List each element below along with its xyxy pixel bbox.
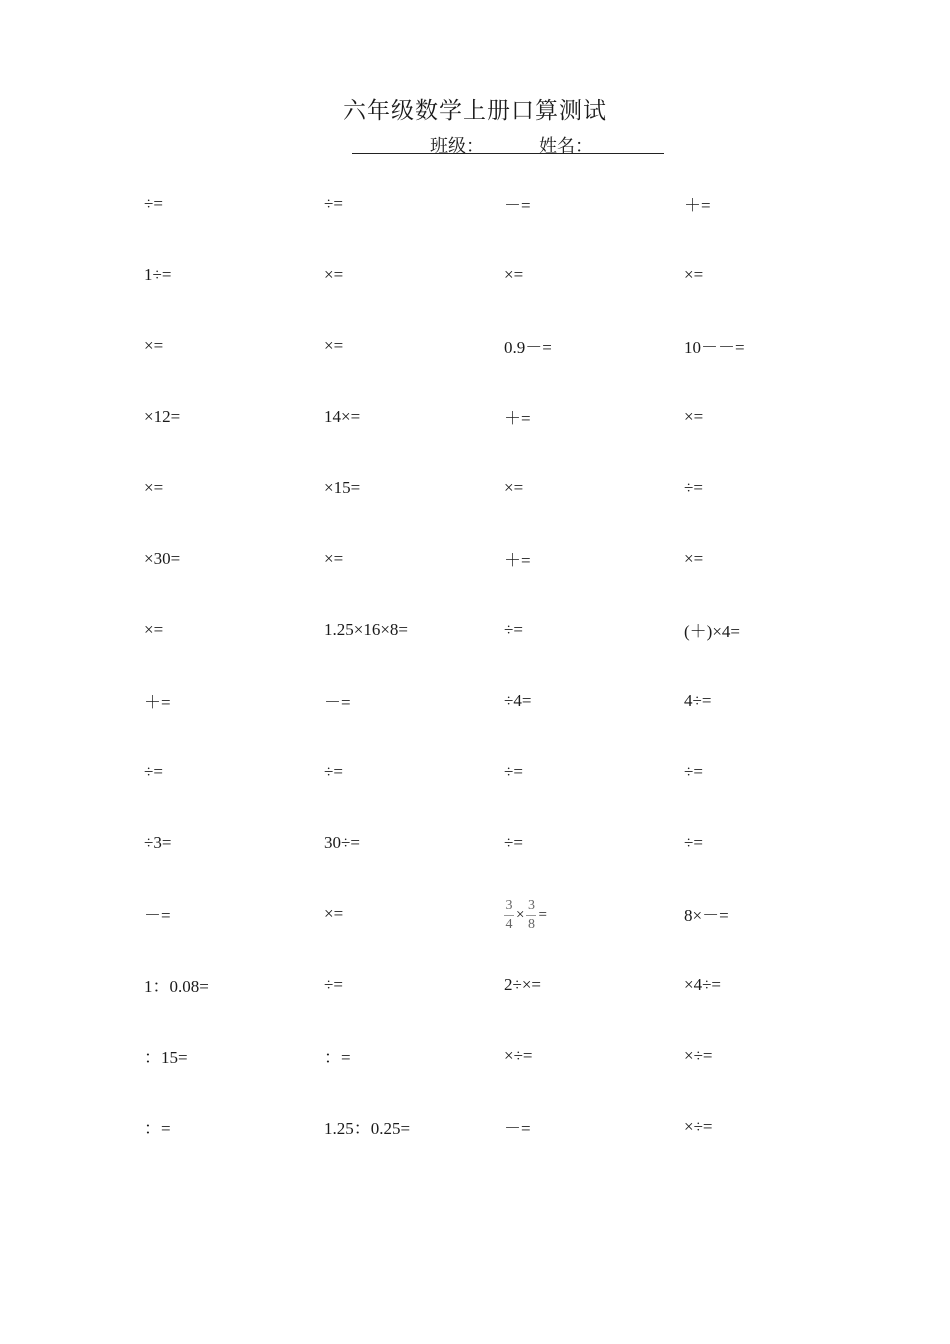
problem: ÷=	[144, 193, 163, 213]
problem: ÷=	[504, 619, 523, 639]
problem: ＋=	[684, 196, 711, 215]
problem-row	[144, 168, 864, 239]
problem: ＋=	[504, 551, 531, 570]
problem: ÷=	[144, 761, 163, 781]
problem: ×=	[324, 548, 344, 568]
problem: ：=	[324, 1048, 351, 1067]
problem: ÷=	[324, 193, 343, 213]
page-title: 六年级数学上册口算测试	[343, 98, 607, 123]
problem: 0.9－=	[504, 338, 552, 357]
problem: 2÷×=	[504, 974, 542, 994]
fraction	[526, 898, 536, 933]
problem: 1.25：0.25=	[324, 1119, 411, 1138]
fraction	[504, 898, 514, 933]
problem-row	[144, 807, 864, 878]
problem: ×÷=	[504, 1045, 533, 1065]
problem-row	[144, 665, 864, 736]
fraction-problem	[504, 894, 684, 933]
problem-row	[144, 381, 864, 452]
denominator: 8	[527, 917, 535, 932]
problem: 1.25×16×8=	[324, 619, 409, 639]
problem: ×=	[684, 548, 704, 568]
problem: 30÷=	[324, 832, 360, 852]
name-label: 姓名：	[539, 136, 593, 156]
problem: ÷=	[684, 761, 703, 781]
problem: ×=	[144, 335, 164, 355]
operator: ×	[516, 907, 525, 923]
numerator: 3	[505, 898, 513, 913]
problem: ÷4=	[504, 690, 532, 710]
numerator: 3	[527, 898, 535, 913]
problem: 10－－=	[684, 338, 745, 357]
problem: ÷=	[504, 761, 523, 781]
problem: ÷=	[324, 761, 343, 781]
problem: 8×－=	[684, 906, 729, 925]
problem: －=	[324, 693, 351, 712]
problem-row	[144, 594, 864, 665]
problem: ×=	[144, 619, 164, 639]
problem-row	[144, 523, 864, 594]
problem: ÷=	[684, 832, 703, 852]
problem: 1÷=	[144, 264, 172, 284]
problem: ÷=	[684, 477, 703, 497]
problem-row	[144, 239, 864, 310]
problem: ×12=	[144, 406, 181, 426]
problem: －=	[504, 196, 531, 215]
student-info-line	[352, 131, 664, 154]
problem: ×=	[504, 477, 524, 497]
equals: =	[538, 907, 547, 923]
problem: 14×=	[324, 406, 361, 426]
problem: ×4÷=	[684, 974, 722, 994]
problem: ＋=	[144, 693, 171, 712]
problem-grid	[144, 168, 864, 1162]
problem: ×÷=	[684, 1045, 713, 1065]
problem: ×=	[324, 335, 344, 355]
problem: ×=	[324, 903, 344, 923]
problem: ×30=	[144, 548, 181, 568]
problem: ÷=	[504, 832, 523, 852]
problem: ：=	[144, 1119, 171, 1138]
problem: (＋)×4=	[684, 622, 740, 641]
problem: ：15=	[144, 1048, 188, 1067]
problem: ÷3=	[144, 832, 172, 852]
problem: －=	[144, 906, 171, 925]
problem: ×=	[504, 264, 524, 284]
problem-row	[144, 949, 864, 1020]
problem-row	[144, 310, 864, 381]
problem: ×÷=	[684, 1116, 713, 1136]
problem: ÷=	[324, 974, 343, 994]
problem-row	[144, 736, 864, 807]
problem: 4÷=	[684, 690, 712, 710]
problem: ×15=	[324, 477, 361, 497]
problem: ×=	[684, 406, 704, 426]
problem: ＋=	[504, 409, 531, 428]
problem: ×=	[324, 264, 344, 284]
problem-row	[144, 1020, 864, 1091]
problem: ×=	[144, 477, 164, 497]
problem-row	[144, 452, 864, 523]
problem: －=	[504, 1119, 531, 1138]
problem-row	[144, 1091, 864, 1162]
denominator: 4	[505, 917, 513, 932]
problem: ×=	[684, 264, 704, 284]
class-label: 班级：	[430, 136, 484, 156]
problem-row	[144, 878, 864, 949]
problem: 1：0.08=	[144, 977, 209, 996]
